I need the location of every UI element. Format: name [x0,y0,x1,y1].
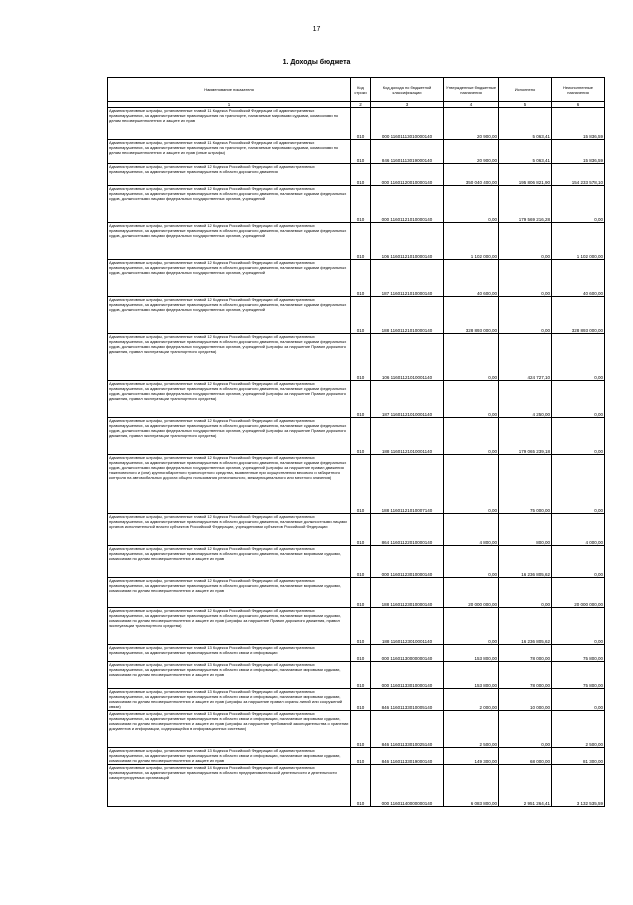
cell-code: 010 [351,223,371,260]
header-name: Наименование показателя [108,78,351,102]
table-row [108,455,605,514]
cell-name: Административные штрафы, установленные главой 13 Кодекса Российской Федерации об административных правонарушениях, за административные правонарушения в области связи и информации, налагаемые мировыми судьями, комиссиями по делам несовершеннолетних и защите их прав (штрафы за нарушение требований законодательства о хранении документов и информации, содержащейся в информационных системах) [108,711,351,748]
cell-executed: 0,00 [499,711,552,748]
table-body [108,108,605,807]
cell-kbk: 188 11601121010001140 [371,418,444,455]
cell-approved: 2 000,00 [444,689,499,711]
cell-remaining: 15 836,59 [552,140,605,164]
table-row [108,608,605,645]
cell-name: Административные штрафы, установленные главой 11 Кодекса Российской Федерации об административных правонарушениях, за административные правонарушения на транспорте, налагаемые мировыми судьями, комиссиями по делам несовершеннолетних и защите их прав (иные штрафы) [108,140,351,164]
cell-kbk: 000 11601140000000140 [371,765,444,807]
cell-kbk: 000 11601121010000140 [371,186,444,223]
cell-executed: 78 000,00 [499,645,552,662]
cell-code: 010 [351,645,371,662]
cell-name: Административные штрафы, установленные главой 12 Кодекса Российской Федерации об административных правонарушениях, за административные правонарушения в области дорожного движения, налагаемые мировыми судьями, комиссиями по делам несовершеннолетних и защите их прав [108,578,351,608]
table-row [108,418,605,455]
cell-approved: 2 500,00 [444,711,499,748]
header-kbk: Код дохода по бюджетной классификации [371,78,444,102]
cell-executed: 0,00 [499,260,552,297]
cell-name: Административные штрафы, установленные главой 12 Кодекса Российской Федерации об административных правонарушениях, за административные правонарушения в области дорожного движения, налагаемые мировыми судьями, комиссиями по делам несовершеннолетних и защите их прав [108,546,351,578]
cell-code: 010 [351,546,371,578]
cell-kbk: 106 11601121010000140 [371,223,444,260]
cell-remaining: 3 132 535,59 [552,765,605,807]
cell-name: Административные штрафы, установленные главой 12 Кодекса Российской Федерации об административных правонарушениях, за административные правонарушения в области дорожного движения, налагаемые судьями федеральных судов, должностными лицами федеральных государственных органов, учреждений [108,297,351,334]
cell-executed: 5 063,41 [499,140,552,164]
cell-code: 010 [351,514,371,546]
table-row [108,260,605,297]
cell-remaining: 4 000,00 [552,514,605,546]
table-row [108,108,605,140]
cell-code: 010 [351,418,371,455]
col-number: 3 [371,102,444,108]
col-number: 4 [444,102,499,108]
cell-approved: 6 083 800,00 [444,765,499,807]
cell-remaining: 0,00 [552,381,605,418]
cell-executed: 195 806 821,90 [499,164,552,186]
table-row [108,662,605,689]
cell-executed: 800,00 [499,514,552,546]
cell-name: Административные штрафы, установленные главой 11 Кодекса Российской Федерации об административных правонарушениях, за административные правонарушения на транспорте, налагаемые мировыми судьями, комиссиями по делам несовершеннолетних и защите их прав [108,108,351,140]
cell-executed: 75 000,00 [499,455,552,514]
cell-code: 010 [351,578,371,608]
cell-remaining: 2 500,00 [552,711,605,748]
cell-kbk: 188 11601123010000140 [371,578,444,608]
cell-approved: 20 900,00 [444,108,499,140]
cell-executed: 10 000,00 [499,689,552,711]
cell-remaining: 0,00 [552,546,605,578]
col-number: 1 [108,102,351,108]
cell-code: 010 [351,662,371,689]
cell-kbk: 846 11601133010025140 [371,711,444,748]
cell-executed: 179 065 239,18 [499,418,552,455]
cell-remaining: 81 300,00 [552,748,605,765]
cell-remaining: 0,00 [552,334,605,381]
cell-kbk: 000 11601130000000140 [371,645,444,662]
cell-approved: 0,00 [444,418,499,455]
cell-code: 010 [351,164,371,186]
table-row [108,297,605,334]
cell-approved: 4 800,00 [444,514,499,546]
header-row [108,78,605,102]
table-row [108,546,605,578]
table-row [108,645,605,662]
cell-remaining: 328 893 000,00 [552,297,605,334]
cell-executed: 0,00 [499,297,552,334]
cell-code: 010 [351,765,371,807]
cell-name: Административные штрафы, установленные главой 13 Кодекса Российской Федерации об административных правонарушениях, за административные правонарушения в области связи и информации, налагаемые мировыми судьями, комиссиями по делам несовершеннолетних и защите их прав (штрафы за нарушение правил охраны линий или сооружений связи) [108,689,351,711]
cell-approved: 0,00 [444,381,499,418]
cell-name: Административные штрафы, установленные главой 13 Кодекса Российской Федерации об административных правонарушениях, за административные правонарушения в области связи и информации [108,645,351,662]
cell-kbk: 188 11601121010000140 [371,297,444,334]
cell-remaining: 15 836,59 [552,108,605,140]
table-row [108,186,605,223]
cell-approved: 0,00 [444,334,499,381]
cell-executed: 16 236 805,62 [499,546,552,578]
cell-approved: 0,00 [444,546,499,578]
cell-code: 010 [351,748,371,765]
table-row [108,223,605,260]
cell-name: Административные штрафы, установленные главой 12 Кодекса Российской Федерации об административных правонарушениях, за административные правонарушения в области дорожного движения, налагаемые судьями федеральных судов, должностными лицами федеральных государственных органов, учреждений (штрафы за нарушение Правил дорожного движения, правил эксплуатации транспортного средства) [108,418,351,455]
cell-executed: 78 000,00 [499,662,552,689]
cell-remaining: 0,00 [552,689,605,711]
cell-kbk: 187 11601121010000140 [371,260,444,297]
cell-name: Административные штрафы, установленные главой 12 Кодекса Российской Федерации об административных правонарушениях, за административные правонарушения в области дорожного движения, налагаемые судьями федеральных судов, должностными лицами федеральных государственных органов, учреждений [108,260,351,297]
table-row [108,140,605,164]
cell-executed: 5 063,41 [499,108,552,140]
cell-code: 010 [351,455,371,514]
table-row [108,689,605,711]
cell-kbk: 187 11601121010001140 [371,381,444,418]
cell-executed: 179 569 216,28 [499,186,552,223]
col-number: 6 [552,102,605,108]
cell-name: Административные штрафы, установленные главой 12 Кодекса Российской Федерации об административных правонарушениях, за административные правонарушения в области дорожного движения [108,164,351,186]
cell-kbk: 000 11601133010000140 [371,662,444,689]
cell-executed: 4 250,00 [499,381,552,418]
table-row [108,514,605,546]
cell-approved: 0,00 [444,455,499,514]
cell-approved: 149 300,00 [444,748,499,765]
cell-approved: 350 040 400,00 [444,164,499,186]
header-code: Код строки [351,78,371,102]
cell-name: Административные штрафы, установленные главой 12 Кодекса Российской Федерации об административных правонарушениях, за административные правонарушения в области дорожного движения, налагаемые судьями федеральных судов, должностными лицами федеральных государственных органов, учреждений (штрафы за нарушение правил движения тяжеловесного и (или) крупногабаритного транспортного средства, выявленные при осуществлении весового и габаритного контроля на автомобильных дорогах общего пользования регионального, межмуниципального или местного значения) [108,455,351,514]
col-number: 5 [499,102,552,108]
table-row [108,164,605,186]
cell-remaining: 1 102 000,00 [552,223,605,260]
table-row [108,578,605,608]
cell-kbk: 106 11601121010001140 [371,334,444,381]
cell-remaining: 0,00 [552,418,605,455]
cell-code: 010 [351,608,371,645]
cell-executed: 424 727,10 [499,334,552,381]
table-row [108,334,605,381]
cell-name: Административные штрафы, установленные главой 12 Кодекса Российской Федерации об административных правонарушениях, за административные правонарушения в области дорожного движения, налагаемые судьями федеральных судов, должностными лицами федеральных государственных органов, учреждений [108,223,351,260]
cell-remaining: 0,00 [552,186,605,223]
cell-approved: 0,00 [444,608,499,645]
cell-name: Административные штрафы, установленные главой 12 Кодекса Российской Федерации об административных правонарушениях, за административные правонарушения в области дорожного движения, налагаемые должностными лицами органов исполнительной власти субъектов Российской Федерации, учреждениями субъектов Российской Федерации [108,514,351,546]
cell-kbk: 188 11601121010007140 [371,455,444,514]
header-remaining: Неисполненные назначения [552,78,605,102]
cell-code: 010 [351,186,371,223]
cell-approved: 0,00 [444,186,499,223]
revenue-table [107,77,605,807]
cell-name: Административные штрафы, установленные главой 13 Кодекса Российской Федерации об административных правонарушениях, за административные правонарушения в области связи и информации, налагаемые мировыми судьями, комиссиями по делам несовершеннолетних и защите их прав [108,662,351,689]
cell-kbk: 846 11601133010005140 [371,689,444,711]
table-row [108,765,605,807]
cell-code: 010 [351,108,371,140]
header-approved: Утвержденные бюджетные назначения [444,78,499,102]
cell-name: Административные штрафы, установленные главой 12 Кодекса Российской Федерации об административных правонарушениях, за административные правонарушения в области дорожного движения, налагаемые судьями федеральных судов, должностными лицами федеральных государственных органов, учреждений (штрафы за нарушение Правил дорожного движения, правил эксплуатации транспортного средства) [108,381,351,418]
cell-name: Административные штрафы, установленные главой 14 Кодекса Российской Федерации об административных правонарушениях, за административные правонарушения в области предпринимательской деятельности и деятельности саморегулируемых организаций [108,765,351,807]
cell-kbk: 000 11601113010000140 [371,108,444,140]
cell-code: 010 [351,140,371,164]
cell-code: 010 [351,260,371,297]
cell-remaining: 20 000 000,00 [552,578,605,608]
cell-kbk: 846 11601113019000140 [371,140,444,164]
table-row [108,381,605,418]
cell-executed: 0,00 [499,578,552,608]
cell-approved: 328 893 000,00 [444,297,499,334]
cell-approved: 40 600,00 [444,260,499,297]
col-number: 2 [351,102,371,108]
cell-name: Административные штрафы, установленные главой 13 Кодекса Российской Федерации об административных правонарушениях, за административные правонарушения в области связи и информации, налагаемые мировыми судьями, комиссиями по делам несовершеннолетних и защите их прав [108,748,351,765]
cell-kbk: 846 11601133019000140 [371,748,444,765]
section-title: 1. Доходы бюджета [282,59,351,66]
cell-name: Административные штрафы, установленные главой 12 Кодекса Российской Федерации об административных правонарушениях, за административные правонарушения в области дорожного движения, налагаемые мировыми судьями, комиссиями по делам несовершеннолетних и защите их прав (штрафы за нарушение Правил дорожного движения, правил эксплуатации транспортного средства) [108,608,351,645]
table-row [108,711,605,748]
cell-remaining: 40 600,00 [552,260,605,297]
cell-code: 010 [351,381,371,418]
cell-approved: 153 800,00 [444,645,499,662]
cell-kbk: 864 11601122010000140 [371,514,444,546]
header-executed: Исполнено [499,78,552,102]
cell-kbk: 188 11601123010001140 [371,608,444,645]
cell-remaining: 0,00 [552,608,605,645]
cell-approved: 153 800,00 [444,662,499,689]
cell-name: Административные штрафы, установленные главой 12 Кодекса Российской Федерации об административных правонарушениях, за административные правонарушения в области дорожного движения, налагаемые судьями федеральных судов, должностными лицами федеральных государственных органов, учреждений [108,186,351,223]
cell-remaining: 75 800,00 [552,645,605,662]
cell-approved: 20 000 000,00 [444,578,499,608]
cell-kbk: 000 11601120010000140 [371,164,444,186]
cell-code: 010 [351,689,371,711]
cell-executed: 0,00 [499,223,552,260]
cell-remaining: 0,00 [552,455,605,514]
cell-kbk: 000 11601123010000140 [371,546,444,578]
cell-executed: 2 951 264,41 [499,765,552,807]
cell-remaining: 75 800,00 [552,662,605,689]
cell-name: Административные штрафы, установленные главой 12 Кодекса Российской Федерации об административных правонарушениях, за административные правонарушения в области дорожного движения, налагаемые судьями федеральных судов, должностными лицами федеральных государственных органов, учреждений (штрафы за нарушение Правил дорожного движения, правил эксплуатации транспортного средства) [108,334,351,381]
cell-approved: 1 102 000,00 [444,223,499,260]
cell-code: 010 [351,334,371,381]
cell-executed: 16 236 805,62 [499,608,552,645]
cell-code: 010 [351,711,371,748]
cell-executed: 68 000,00 [499,748,552,765]
table-row [108,748,605,765]
cell-approved: 20 900,00 [444,140,499,164]
page-number: 17 [312,26,321,33]
cell-code: 010 [351,297,371,334]
cell-remaining: 154 233 578,10 [552,164,605,186]
